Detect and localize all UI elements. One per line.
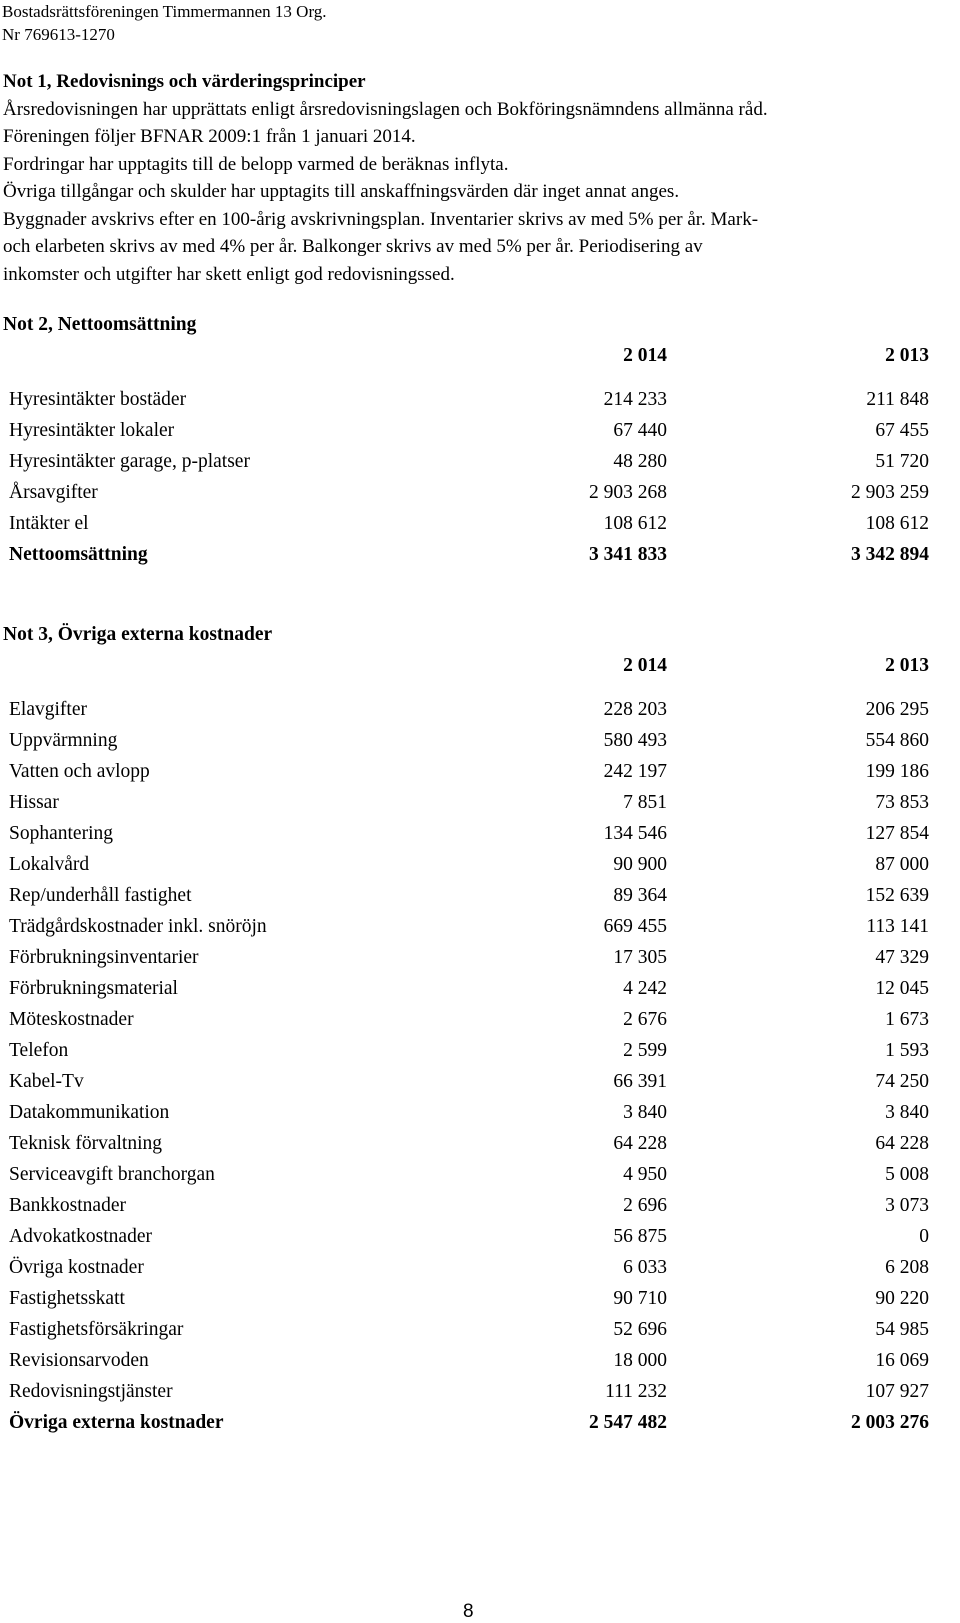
row-label: Telefon (9, 1040, 69, 1061)
value-2014: 89 364 (613, 885, 667, 906)
value-2013: 107 927 (865, 1381, 929, 1402)
value-2014: 2 676 (623, 1009, 667, 1030)
value-2013: 108 612 (865, 513, 929, 534)
row-label: Fastighetsförsäkringar (9, 1319, 184, 1340)
value-2014: 242 197 (603, 761, 667, 782)
row-label: Bankkostnader (9, 1195, 126, 1216)
row-label: Möteskostnader (9, 1009, 134, 1030)
org-number: Nr 769613-1270 (2, 25, 115, 44)
org-nr-label: Org. (296, 2, 327, 21)
row-label: Elavgifter (9, 699, 87, 720)
note-3-table (0, 694, 960, 1438)
value-2014: 3 840 (623, 1102, 667, 1123)
value-2013: 3 342 894 (851, 544, 929, 565)
document-header (2, 0, 327, 46)
value-2013: 3 840 (885, 1102, 929, 1123)
org-name: Bostadsrättsföreningen Timmermannen 13 (2, 2, 292, 21)
row-label: Serviceavgift branchorgan (9, 1164, 215, 1185)
value-2013: 1 593 (885, 1040, 929, 1061)
table-row (0, 911, 960, 942)
note-3-title: Not 3, Övriga externa kostnader (3, 624, 273, 645)
value-2014: 64 228 (613, 1133, 667, 1154)
value-2014: 4 242 (623, 978, 667, 999)
row-label: Hyresintäkter bostäder (9, 389, 187, 410)
value-2014: 2 599 (623, 1040, 667, 1061)
table-row (0, 446, 960, 477)
value-2014: 52 696 (613, 1319, 667, 1340)
row-label: Intäkter el (9, 513, 89, 534)
row-label: Advokatkostnader (9, 1226, 152, 1247)
value-2014: 6 033 (623, 1257, 667, 1278)
value-2013: 3 073 (885, 1195, 929, 1216)
value-2013: 67 455 (875, 420, 929, 441)
table-row (0, 1345, 960, 1376)
value-2014: 7 851 (623, 792, 667, 813)
table-row (0, 1190, 960, 1221)
year-header-2013: 2 013 (885, 655, 929, 676)
table-row (0, 725, 960, 756)
page-number: 8 (463, 1601, 474, 1622)
table-row (0, 477, 960, 508)
total-row (0, 1407, 960, 1438)
row-label: Rep/underhåll fastighet (9, 885, 192, 906)
note-1-line: Fordringar har upptagits till de belopp varmed de beräknas inflyta. (3, 153, 509, 175)
year-header-2013: 2 013 (885, 345, 929, 366)
value-2014: 18 000 (613, 1350, 667, 1371)
table-row (0, 415, 960, 446)
table-row (0, 1376, 960, 1407)
table-row (0, 1314, 960, 1345)
value-2014: 108 612 (603, 513, 667, 534)
value-2014: 2 903 268 (589, 482, 667, 503)
table-row (0, 1097, 960, 1128)
table-row (0, 756, 960, 787)
value-2014: 90 900 (613, 854, 667, 875)
row-label: Förbrukningsinventarier (9, 947, 199, 968)
note-1-line: Årsredovisningen har upprättats enligt årsredovisningslagen och Bokföringsnämndens allmänna råd. (3, 98, 768, 120)
row-label: Hyresintäkter lokaler (9, 420, 175, 441)
note-1-line: Byggnader avskrivs efter en 100-årig avskrivningsplan. Inventarier skrivs av med 5% per år. Mark- (3, 208, 759, 230)
value-2013: 127 854 (865, 823, 929, 844)
note-1-line: inkomster och utgifter har skett enligt god redovisningssed. (3, 263, 455, 285)
header-line-1 (2, 0, 327, 23)
row-label: Sophantering (9, 823, 113, 844)
table-row (0, 818, 960, 849)
value-2013: 211 848 (866, 389, 929, 410)
row-label: Uppvärmning (9, 730, 118, 751)
row-label: Hyresintäkter garage, p-platser (9, 451, 250, 472)
value-2014: 66 391 (613, 1071, 667, 1092)
value-2013: 1 673 (885, 1009, 929, 1030)
note-1 (3, 68, 953, 288)
value-2014: 669 455 (603, 916, 667, 937)
row-label: Hissar (9, 792, 59, 813)
value-2013: 73 853 (875, 792, 929, 813)
value-2014: 48 280 (613, 451, 667, 472)
value-2013: 2 003 276 (851, 1412, 929, 1433)
value-2014: 3 341 833 (589, 544, 667, 565)
note-1-line: Övriga tillgångar och skulder har upptagits till anskaffningsvärden där inget annat anges. (3, 181, 680, 202)
table-row (0, 942, 960, 973)
value-2013: 51 720 (875, 451, 929, 472)
table-row (0, 694, 960, 725)
value-2013: 54 985 (875, 1319, 929, 1340)
row-label: Nettoomsättning (9, 544, 148, 565)
value-2014: 90 710 (613, 1288, 667, 1309)
value-2013: 206 295 (865, 699, 929, 720)
value-2013: 64 228 (875, 1133, 929, 1154)
table-row (0, 1221, 960, 1252)
value-2013: 2 903 259 (851, 482, 929, 503)
row-label: Redovisningstjänster (9, 1381, 173, 1402)
value-2014: 134 546 (603, 823, 667, 844)
row-label: Revisionsarvoden (9, 1350, 149, 1371)
note-2-title: Not 2, Nettoomsättning (3, 314, 197, 335)
table-row (0, 508, 960, 539)
row-label: Datakommunikation (9, 1102, 170, 1123)
value-2013: 12 045 (875, 978, 929, 999)
value-2014: 67 440 (613, 420, 667, 441)
row-label: Förbrukningsmaterial (9, 978, 178, 999)
table-row (0, 1004, 960, 1035)
value-2014: 111 232 (605, 1381, 667, 1402)
value-2014: 56 875 (613, 1226, 667, 1247)
value-2013: 47 329 (875, 947, 929, 968)
table-row (0, 384, 960, 415)
row-label: Vatten och avlopp (9, 761, 150, 782)
table-row (0, 849, 960, 880)
note-1-line: Föreningen följer BFNAR 2009:1 från 1 januari 2014. (3, 126, 416, 147)
value-2013: 554 860 (865, 730, 929, 751)
table-row (0, 880, 960, 911)
row-label: Lokalvård (9, 854, 90, 875)
value-2014: 580 493 (603, 730, 667, 751)
value-2013: 152 639 (865, 885, 929, 906)
table-row (0, 787, 960, 818)
row-label: Kabel-Tv (9, 1071, 84, 1092)
value-2013: 90 220 (875, 1288, 929, 1309)
table-row (0, 1283, 960, 1314)
value-2013: 6 208 (885, 1257, 929, 1278)
value-2014: 4 950 (623, 1164, 667, 1185)
note-1-title: Not 1, Redovisnings och värderingsprinciper (3, 71, 366, 92)
value-2013: 74 250 (875, 1071, 929, 1092)
row-label: Övriga externa kostnader (9, 1412, 224, 1433)
row-label: Teknisk förvaltning (9, 1133, 162, 1154)
year-header-2014: 2 014 (623, 345, 667, 366)
year-header-2014: 2 014 (623, 655, 667, 676)
table-row (0, 1128, 960, 1159)
value-2013: 5 008 (885, 1164, 929, 1185)
table-row (0, 1066, 960, 1097)
note-1-line: och elarbeten skrivs av med 4% per år. Balkonger skrivs av med 5% per år. Periodisering av (3, 236, 703, 257)
value-2013: 0 (919, 1226, 929, 1247)
row-label: Trädgårdskostnader inkl. snöröjn (9, 916, 267, 937)
table-row (0, 1252, 960, 1283)
value-2013: 199 186 (865, 761, 929, 782)
value-2013: 113 141 (866, 916, 929, 937)
value-2014: 228 203 (603, 699, 667, 720)
value-2013: 16 069 (875, 1350, 929, 1371)
value-2014: 214 233 (603, 389, 667, 410)
total-row (0, 539, 960, 570)
value-2013: 87 000 (875, 854, 929, 875)
row-label: Årsavgifter (9, 482, 98, 503)
note-2-table (0, 384, 960, 570)
value-2014: 2 547 482 (589, 1412, 667, 1433)
value-2014: 17 305 (613, 947, 667, 968)
table-row (0, 1159, 960, 1190)
row-label: Fastighetsskatt (9, 1288, 125, 1309)
table-row (0, 973, 960, 1004)
table-row (0, 1035, 960, 1066)
row-label: Övriga kostnader (9, 1257, 144, 1278)
value-2014: 2 696 (623, 1195, 667, 1216)
